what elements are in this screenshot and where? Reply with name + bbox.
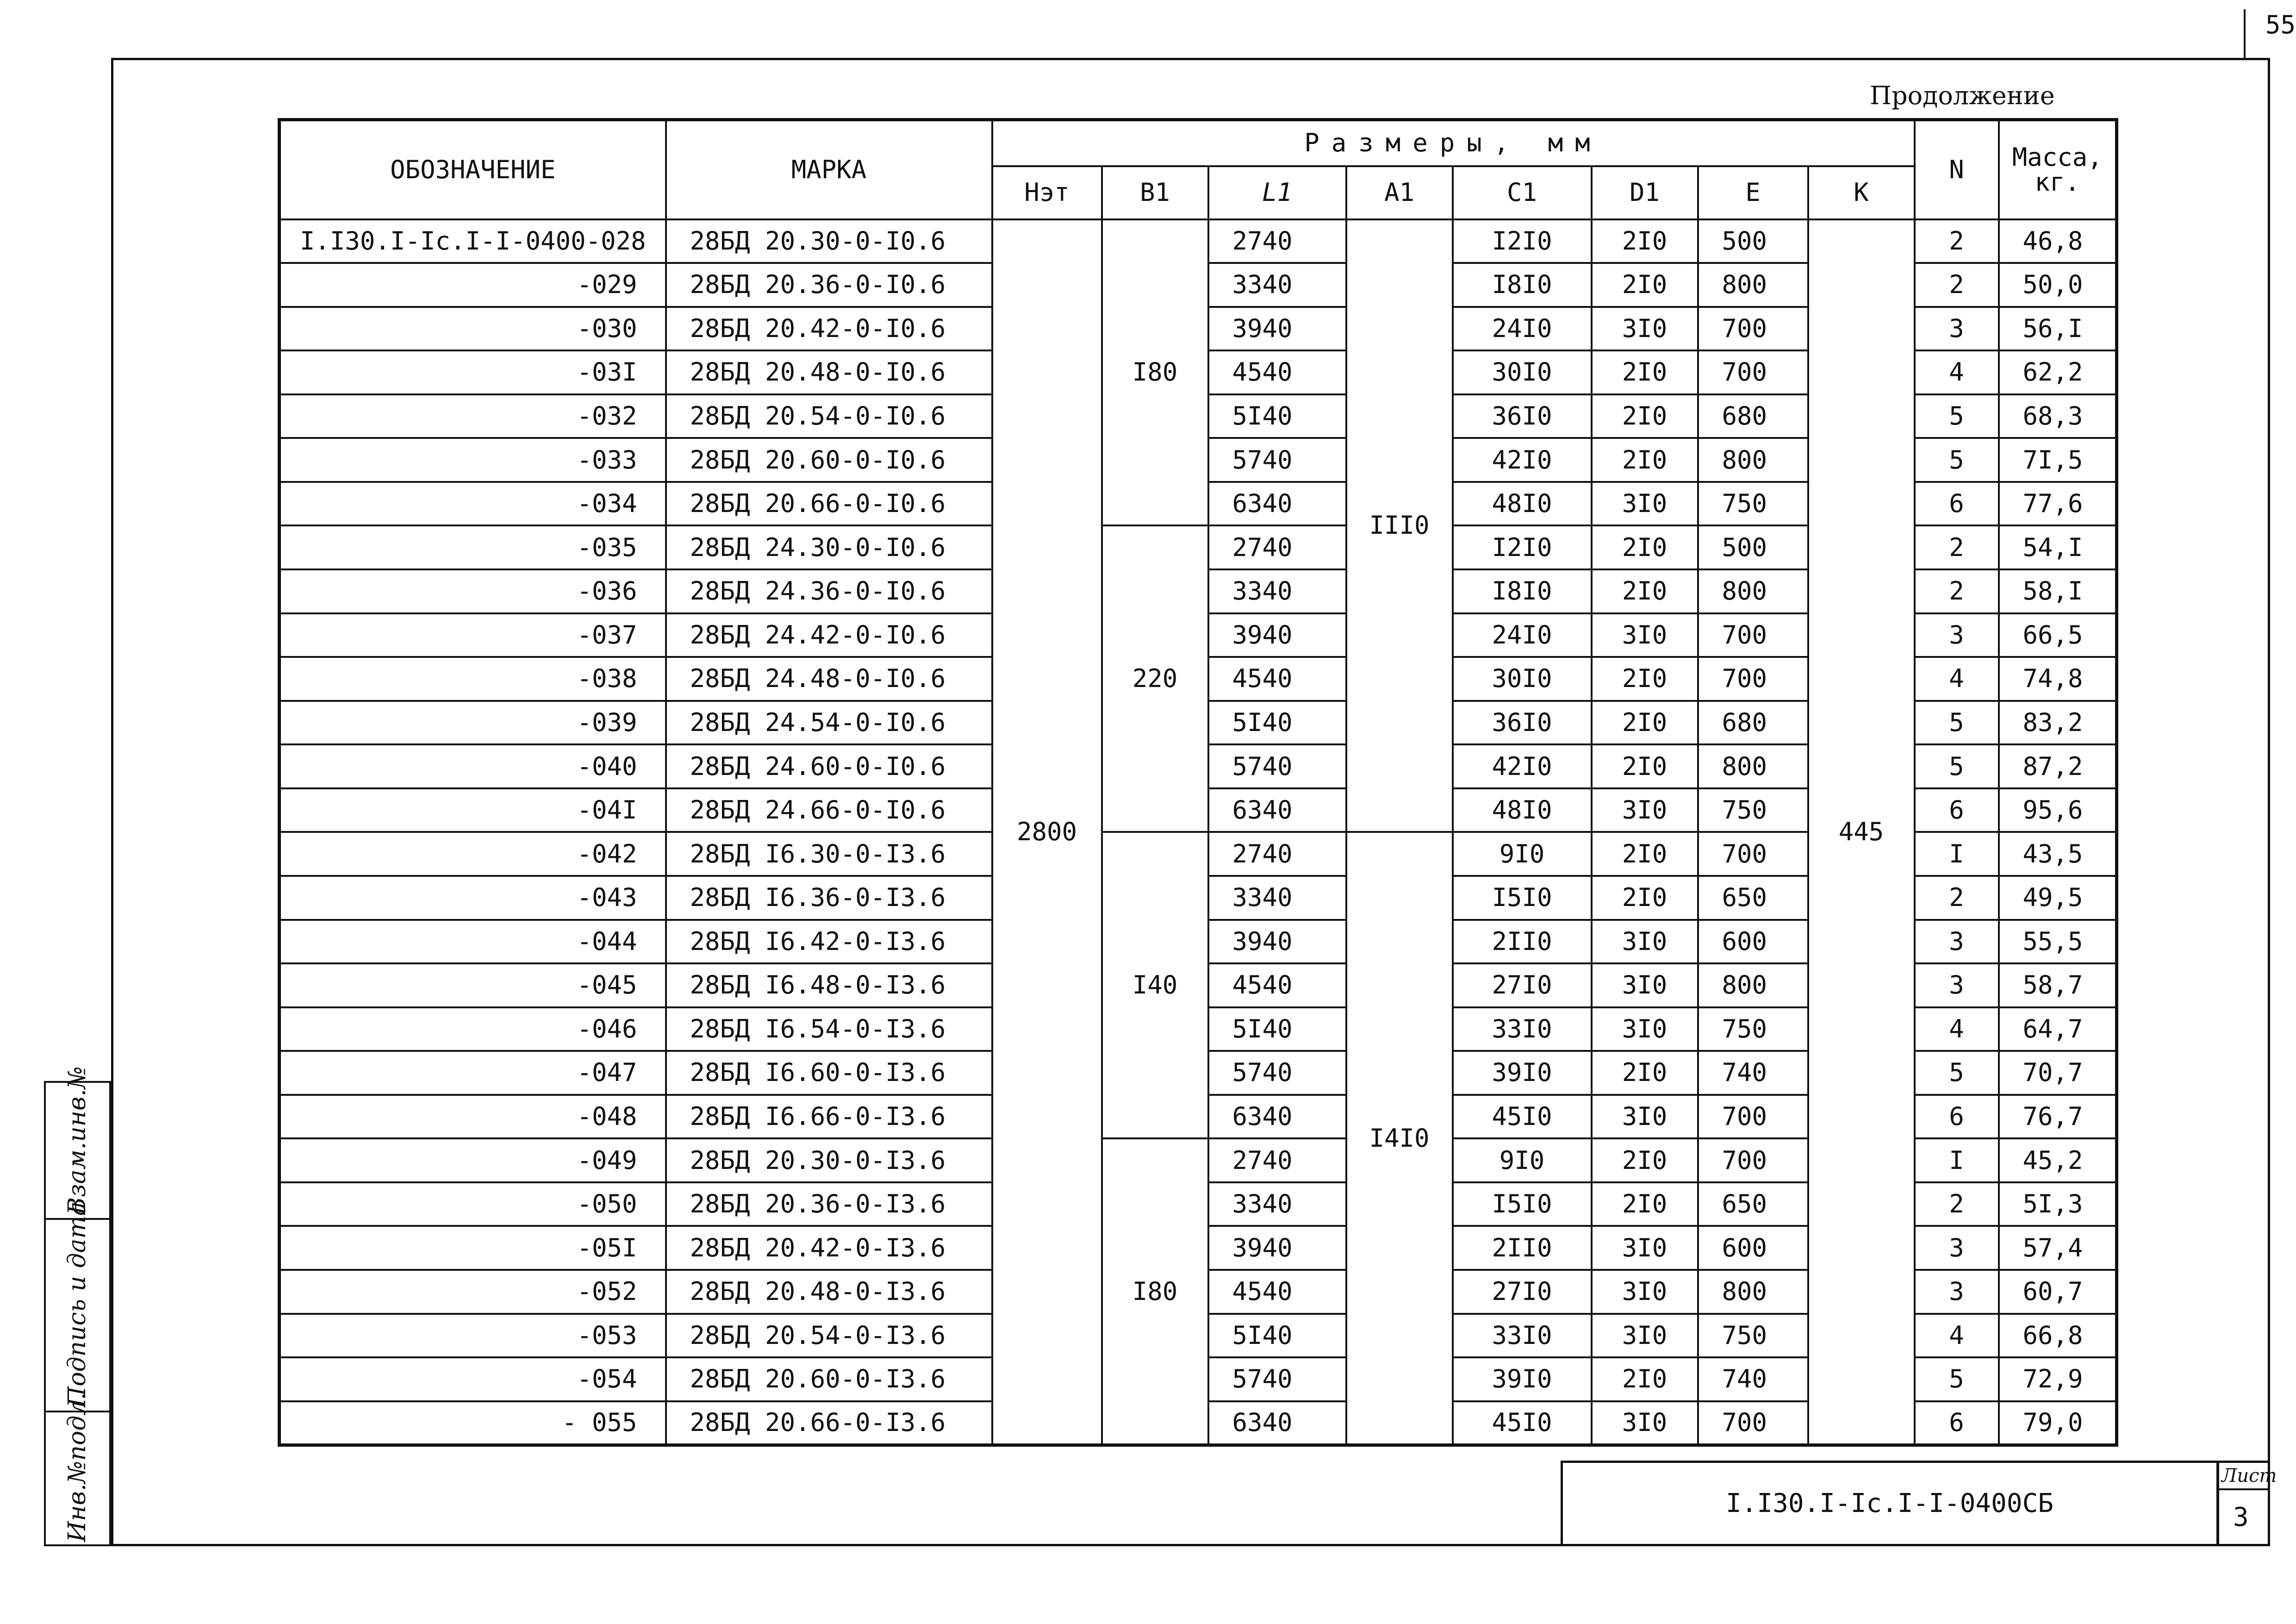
cell-designation: -04I: [280, 788, 666, 832]
cell-c1: I8I0: [1453, 569, 1592, 613]
cell-mass: 54,I: [1999, 525, 2117, 569]
cell-a1: I4I0: [1346, 832, 1453, 1445]
cell-designation: -047: [280, 1051, 666, 1095]
header-dimensions: Размеры, мм: [992, 120, 1915, 166]
cell-e: 700: [1698, 1138, 1808, 1182]
cell-l1: 6340: [1208, 1095, 1346, 1139]
cell-designation: -040: [280, 744, 666, 788]
specification-table: [278, 118, 2118, 1447]
cell-l1: 3940: [1208, 920, 1346, 964]
cell-d1: 2I0: [1592, 701, 1698, 745]
cell-mass: 43,5: [1999, 832, 2117, 876]
sheet-label: Лист: [2221, 1465, 2277, 1487]
cell-h-et: 2800: [992, 219, 1102, 1445]
cell-mass: 55,5: [1999, 920, 2117, 964]
cell-l1: 3340: [1208, 569, 1346, 613]
cell-e: 740: [1698, 1051, 1808, 1095]
cell-mark: 28БД 24.48-0-I0.6: [666, 657, 992, 701]
cell-c1: 39I0: [1453, 1051, 1592, 1095]
cell-mass: 87,2: [1999, 744, 2117, 788]
cell-c1: 2II0: [1453, 920, 1592, 964]
cell-designation: -029: [280, 263, 666, 307]
cell-b1: I40: [1102, 832, 1208, 1138]
cell-e: 700: [1698, 1401, 1808, 1445]
cell-d1: 3I0: [1592, 1226, 1698, 1270]
cell-e: 750: [1698, 1314, 1808, 1358]
cell-l1: 4540: [1208, 657, 1346, 701]
stamp-inv-original-label: Инв.№подл.: [63, 1393, 91, 1542]
cell-d1: 3I0: [1592, 1095, 1698, 1139]
table-body: [280, 219, 2117, 1445]
cell-mark: 28БД I6.66-0-I3.6: [666, 1095, 992, 1139]
cell-n: 3: [1915, 1270, 1999, 1314]
cell-l1: 3940: [1208, 1226, 1346, 1270]
cell-l1: 2740: [1208, 1138, 1346, 1182]
cell-mass: 83,2: [1999, 701, 2117, 745]
cell-l1: 5740: [1208, 1357, 1346, 1401]
cell-designation: -045: [280, 963, 666, 1007]
cell-mass: 5I,3: [1999, 1182, 2117, 1226]
cell-mass: 66,5: [1999, 613, 2117, 657]
cell-d1: 3I0: [1592, 920, 1698, 964]
cell-mass: 62,2: [1999, 350, 2117, 394]
cell-designation: -050: [280, 1182, 666, 1226]
cell-e: 700: [1698, 613, 1808, 657]
cell-n: I: [1915, 1138, 1999, 1182]
cell-c1: 45I0: [1453, 1095, 1592, 1139]
cell-e: 750: [1698, 482, 1808, 526]
cell-designation: -043: [280, 876, 666, 920]
cell-c1: 48I0: [1453, 788, 1592, 832]
cell-mark: 28БД I6.36-0-I3.6: [666, 876, 992, 920]
cell-l1: 5I40: [1208, 701, 1346, 745]
cell-designation: -038: [280, 657, 666, 701]
cell-e: 700: [1698, 1095, 1808, 1139]
cell-n: 3: [1915, 963, 1999, 1007]
cell-d1: 2I0: [1592, 263, 1698, 307]
cell-mass: 95,6: [1999, 788, 2117, 832]
cell-c1: 36I0: [1453, 701, 1592, 745]
cell-d1: 2I0: [1592, 657, 1698, 701]
document-code: I.I30.I-Iс.I-I-0400СБ: [1725, 1488, 2053, 1518]
cell-n: 2: [1915, 569, 1999, 613]
cell-c1: 33I0: [1453, 1314, 1592, 1358]
cell-mark: 28БД I6.42-0-I3.6: [666, 920, 992, 964]
cell-mark: 28БД 20.30-0-I3.6: [666, 1138, 992, 1182]
cell-l1: 5740: [1208, 1051, 1346, 1095]
cell-l1: 3940: [1208, 613, 1346, 657]
cell-mass: 57,4: [1999, 1226, 2117, 1270]
cell-mass: 56,I: [1999, 307, 2117, 351]
cell-d1: 3I0: [1592, 1401, 1698, 1445]
cell-c1: 2II0: [1453, 1226, 1592, 1270]
cell-mark: 28БД 20.42-0-I0.6: [666, 307, 992, 351]
cell-mass: 68,3: [1999, 394, 2117, 438]
header-mark: МАРКА: [666, 120, 992, 219]
cell-n: 5: [1915, 1357, 1999, 1401]
cell-l1: 3340: [1208, 263, 1346, 307]
cell-designation: -046: [280, 1007, 666, 1051]
cell-mark: 28БД 20.48-0-I3.6: [666, 1270, 992, 1314]
cell-n: 5: [1915, 1051, 1999, 1095]
cell-c1: 45I0: [1453, 1401, 1592, 1445]
cell-n: 2: [1915, 525, 1999, 569]
stamp-replacement-inv-label: Взам.инв.№: [63, 1066, 91, 1215]
cell-mark: 28БД 20.66-0-I3.6: [666, 1401, 992, 1445]
cell-mark: 28БД 24.66-0-I0.6: [666, 788, 992, 832]
cell-e: 750: [1698, 788, 1808, 832]
cell-c1: I8I0: [1453, 263, 1592, 307]
cell-mass: 60,7: [1999, 1270, 2117, 1314]
cell-l1: 2740: [1208, 219, 1346, 263]
cell-d1: 2I0: [1592, 1357, 1698, 1401]
cell-e: 600: [1698, 920, 1808, 964]
cell-d1: 3I0: [1592, 1007, 1698, 1051]
cell-c1: I5I0: [1453, 1182, 1592, 1226]
cell-e: 800: [1698, 1270, 1808, 1314]
cell-l1: 4540: [1208, 1270, 1346, 1314]
page-number: 55: [2265, 10, 2296, 39]
cell-c1: I5I0: [1453, 876, 1592, 920]
cell-e: 800: [1698, 569, 1808, 613]
cell-e: 650: [1698, 1182, 1808, 1226]
cell-d1: 2I0: [1592, 569, 1698, 613]
cell-e: 680: [1698, 701, 1808, 745]
cell-d1: 2I0: [1592, 350, 1698, 394]
cell-d1: 3I0: [1592, 963, 1698, 1007]
cell-n: 3: [1915, 307, 1999, 351]
cell-c1: 36I0: [1453, 394, 1592, 438]
cell-d1: 2I0: [1592, 1182, 1698, 1226]
cell-e: 800: [1698, 744, 1808, 788]
cell-d1: 2I0: [1592, 438, 1698, 482]
header-a1: А1: [1346, 166, 1453, 219]
header-c1: С1: [1453, 166, 1592, 219]
cell-n: I: [1915, 832, 1999, 876]
cell-mass: 72,9: [1999, 1357, 2117, 1401]
cell-mark: 28БД 20.48-0-I0.6: [666, 350, 992, 394]
cell-e: 500: [1698, 525, 1808, 569]
cell-mark: 28БД I6.54-0-I3.6: [666, 1007, 992, 1051]
header-mass: Масса, кг.: [1999, 120, 2117, 219]
cell-d1: 2I0: [1592, 744, 1698, 788]
cell-c1: I2I0: [1453, 525, 1592, 569]
cell-e: 750: [1698, 1007, 1808, 1051]
cell-designation: -036: [280, 569, 666, 613]
cell-designation: -035: [280, 525, 666, 569]
cell-c1: 42I0: [1453, 438, 1592, 482]
cell-n: 5: [1915, 394, 1999, 438]
cell-mass: 76,7: [1999, 1095, 2117, 1139]
cell-l1: 6340: [1208, 788, 1346, 832]
cell-mark: 28БД 24.36-0-I0.6: [666, 569, 992, 613]
cell-mark: 28БД I6.60-0-I3.6: [666, 1051, 992, 1095]
cell-n: 4: [1915, 1007, 1999, 1051]
cell-mark: 28БД 24.60-0-I0.6: [666, 744, 992, 788]
cell-a1: III0: [1346, 219, 1453, 832]
cell-mark: 28БД 20.36-0-I0.6: [666, 263, 992, 307]
cell-c1: 48I0: [1453, 482, 1592, 526]
header-d1: D1: [1592, 166, 1698, 219]
cell-d1: 2I0: [1592, 394, 1698, 438]
cell-n: 5: [1915, 438, 1999, 482]
cell-e: 800: [1698, 438, 1808, 482]
cell-e: 800: [1698, 963, 1808, 1007]
cell-mass: 77,6: [1999, 482, 2117, 526]
header-designation: ОБОЗНАЧЕНИЕ: [280, 120, 666, 219]
cell-mass: 7I,5: [1999, 438, 2117, 482]
cell-e: 500: [1698, 219, 1808, 263]
header-e: Е: [1698, 166, 1808, 219]
cell-l1: 5740: [1208, 744, 1346, 788]
header-k: К: [1808, 166, 1915, 219]
cell-mark: 28БД 20.60-0-I3.6: [666, 1357, 992, 1401]
header-l1: L1: [1208, 166, 1346, 219]
cell-designation: -049: [280, 1138, 666, 1182]
cell-mark: 28БД 24.42-0-I0.6: [666, 613, 992, 657]
cell-d1: 3I0: [1592, 613, 1698, 657]
cell-mark: 28БД 20.30-0-I0.6: [666, 219, 992, 263]
cell-designation: -039: [280, 701, 666, 745]
cell-n: 2: [1915, 876, 1999, 920]
sheet-number: 3: [2233, 1502, 2249, 1532]
cell-e: 700: [1698, 832, 1808, 876]
cell-e: 740: [1698, 1357, 1808, 1401]
cell-mark: 28БД 20.54-0-I3.6: [666, 1314, 992, 1358]
cell-c1: 9I0: [1453, 832, 1592, 876]
cell-e: 650: [1698, 876, 1808, 920]
cell-c1: I2I0: [1453, 219, 1592, 263]
cell-mark: 28БД I6.48-0-I3.6: [666, 963, 992, 1007]
cell-mark: 28БД 24.54-0-I0.6: [666, 701, 992, 745]
cell-l1: 6340: [1208, 1401, 1346, 1445]
stamp-replacement-inv: [44, 1066, 111, 1220]
cell-designation: -032: [280, 394, 666, 438]
cell-n: 6: [1915, 1401, 1999, 1445]
cell-l1: 5I40: [1208, 1007, 1346, 1051]
cell-mark: 28БД 20.60-0-I0.6: [666, 438, 992, 482]
cell-c1: 27I0: [1453, 1270, 1592, 1314]
cell-d1: 3I0: [1592, 307, 1698, 351]
cell-c1: 9I0: [1453, 1138, 1592, 1182]
cell-c1: 27I0: [1453, 963, 1592, 1007]
cell-l1: 5I40: [1208, 394, 1346, 438]
sheet-box-divider: [2217, 1488, 2270, 1490]
cell-l1: 2740: [1208, 832, 1346, 876]
cell-e: 700: [1698, 307, 1808, 351]
cell-designation: -037: [280, 613, 666, 657]
cell-designation: -052: [280, 1270, 666, 1314]
cell-designation: I.I30.I-Iс.I-I-0400-028: [280, 219, 666, 263]
cell-d1: 2I0: [1592, 1051, 1698, 1095]
cell-e: 680: [1698, 394, 1808, 438]
cell-c1: 24I0: [1453, 613, 1592, 657]
cell-mark: 28БД I6.30-0-I3.6: [666, 832, 992, 876]
cell-mass: 74,8: [1999, 657, 2117, 701]
cell-designation: -042: [280, 832, 666, 876]
cell-mark: 28БД 24.30-0-I0.6: [666, 525, 992, 569]
cell-mass: 49,5: [1999, 876, 2117, 920]
cell-mass: 66,8: [1999, 1314, 2117, 1358]
cell-d1: 3I0: [1592, 1314, 1698, 1358]
cell-d1: 2I0: [1592, 219, 1698, 263]
cell-d1: 3I0: [1592, 1270, 1698, 1314]
cell-e: 700: [1698, 657, 1808, 701]
cell-d1: 2I0: [1592, 525, 1698, 569]
cell-designation: - 055: [280, 1401, 666, 1445]
cell-n: 2: [1915, 219, 1999, 263]
cell-n: 5: [1915, 744, 1999, 788]
cell-n: 2: [1915, 263, 1999, 307]
cell-l1: 4540: [1208, 963, 1346, 1007]
stamp-signature-date: [44, 1201, 111, 1412]
cell-l1: 3940: [1208, 307, 1346, 351]
cell-n: 2: [1915, 1182, 1999, 1226]
stamp-signature-date-label: Подпись и дата: [63, 1201, 91, 1407]
cell-n: 4: [1915, 350, 1999, 394]
cell-l1: 2740: [1208, 525, 1346, 569]
cell-mass: 58,I: [1999, 569, 2117, 613]
cell-designation: -053: [280, 1314, 666, 1358]
continuation-label: Продолжение: [1870, 81, 2055, 110]
cell-c1: 33I0: [1453, 1007, 1592, 1051]
cell-e: 700: [1698, 350, 1808, 394]
cell-c1: 30I0: [1453, 350, 1592, 394]
cell-designation: -054: [280, 1357, 666, 1401]
cell-l1: 6340: [1208, 482, 1346, 526]
cell-n: 4: [1915, 657, 1999, 701]
cell-e: 800: [1698, 263, 1808, 307]
cell-mass: 46,8: [1999, 219, 2117, 263]
cell-c1: 24I0: [1453, 307, 1592, 351]
cell-b1: 220: [1102, 525, 1208, 832]
cell-d1: 2I0: [1592, 1138, 1698, 1182]
cell-d1: 2I0: [1592, 832, 1698, 876]
cell-n: 6: [1915, 788, 1999, 832]
stamp-inv-original: [44, 1393, 111, 1546]
cell-l1: 5740: [1208, 438, 1346, 482]
cell-d1: 3I0: [1592, 482, 1698, 526]
cell-c1: 39I0: [1453, 1357, 1592, 1401]
cell-n: 3: [1915, 1226, 1999, 1270]
cell-designation: -030: [280, 307, 666, 351]
cell-designation: -034: [280, 482, 666, 526]
cell-n: 6: [1915, 1095, 1999, 1139]
cell-n: 5: [1915, 701, 1999, 745]
cell-mark: 28БД 20.66-0-I0.6: [666, 482, 992, 526]
cell-l1: 3340: [1208, 876, 1346, 920]
header-b1: В1: [1102, 166, 1208, 219]
cell-c1: 42I0: [1453, 744, 1592, 788]
page-number-tick: [2244, 9, 2246, 60]
cell-mark: 28БД 20.42-0-I3.6: [666, 1226, 992, 1270]
cell-mass: 58,7: [1999, 963, 2117, 1007]
header-n: N: [1915, 120, 1999, 219]
cell-mass: 70,7: [1999, 1051, 2117, 1095]
cell-b1: I80: [1102, 219, 1208, 526]
cell-b1: I80: [1102, 1138, 1208, 1445]
cell-k: 445: [1808, 219, 1915, 1445]
cell-n: 4: [1915, 1314, 1999, 1358]
cell-l1: 3340: [1208, 1182, 1346, 1226]
cell-designation: -03I: [280, 350, 666, 394]
cell-mass: 64,7: [1999, 1007, 2117, 1051]
cell-n: 3: [1915, 613, 1999, 657]
cell-designation: -05I: [280, 1226, 666, 1270]
cell-designation: -044: [280, 920, 666, 964]
cell-d1: 2I0: [1592, 876, 1698, 920]
cell-e: 600: [1698, 1226, 1808, 1270]
cell-designation: -033: [280, 438, 666, 482]
table-row: [280, 219, 2117, 263]
cell-mass: 50,0: [1999, 263, 2117, 307]
cell-d1: 3I0: [1592, 788, 1698, 832]
cell-mass: 45,2: [1999, 1138, 2117, 1182]
cell-c1: 30I0: [1453, 657, 1592, 701]
cell-l1: 5I40: [1208, 1314, 1346, 1358]
cell-l1: 4540: [1208, 350, 1346, 394]
header-h-et: Нэт: [992, 166, 1102, 219]
cell-mark: 28БД 20.36-0-I3.6: [666, 1182, 992, 1226]
cell-designation: -048: [280, 1095, 666, 1139]
cell-n: 6: [1915, 482, 1999, 526]
cell-mark: 28БД 20.54-0-I0.6: [666, 394, 992, 438]
cell-n: 3: [1915, 920, 1999, 964]
cell-mass: 79,0: [1999, 1401, 2117, 1445]
